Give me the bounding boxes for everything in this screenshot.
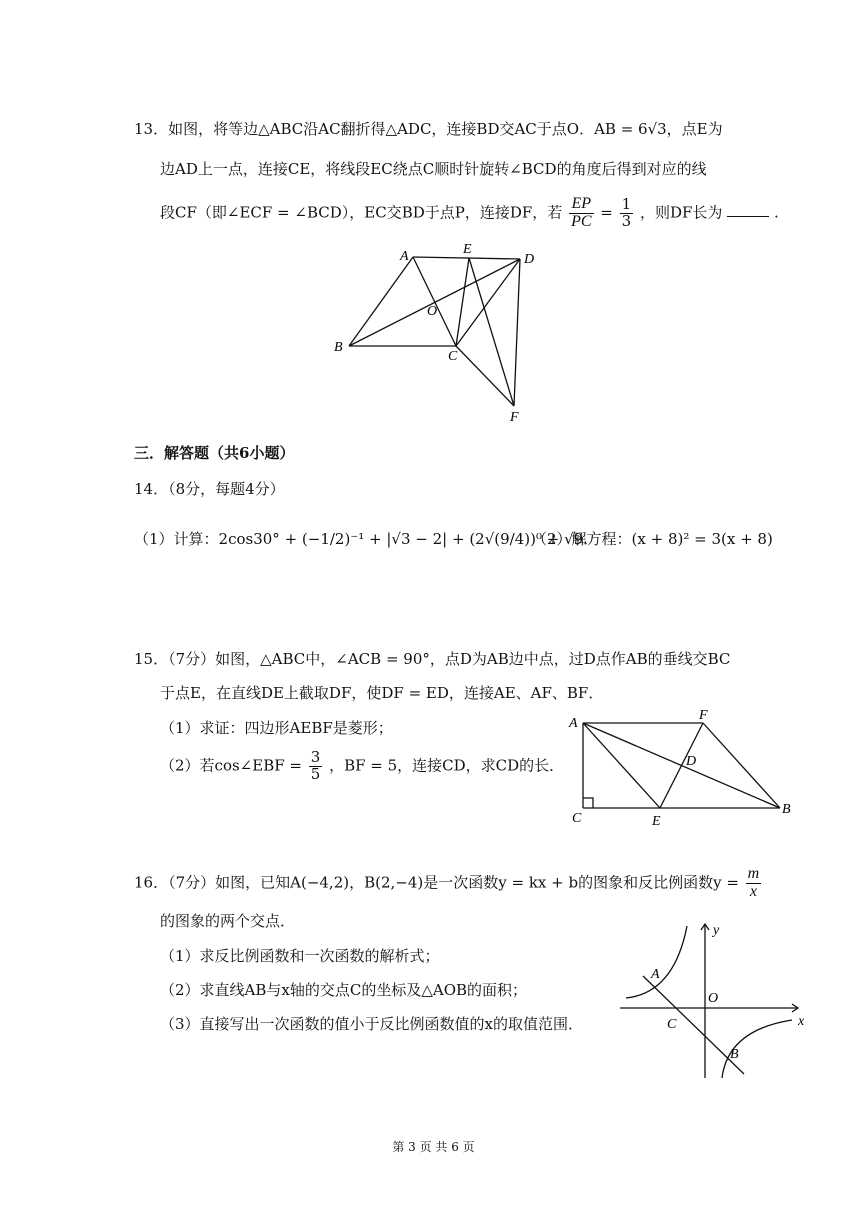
q13-label-D: D (524, 252, 535, 267)
q13-label-E: E (463, 242, 472, 257)
q15-label-A: A (569, 716, 578, 731)
q13-label-B: B (334, 340, 343, 355)
q13-seg-AB (349, 257, 413, 346)
q15-label-D: D (686, 754, 697, 769)
q13-seg-BD (349, 259, 520, 346)
q13-seg-CE (456, 258, 469, 346)
q15-right-angle-mark (583, 798, 593, 808)
q16-hyperbola-branch-1 (626, 926, 687, 998)
q15-seg-FB (703, 723, 780, 808)
q16-line1 (134, 866, 763, 901)
q16-label-O: O (708, 991, 719, 1006)
q13-period: . (773, 203, 779, 222)
q13-line3-tail: ，则DF长为 (639, 203, 723, 222)
q13-seg-CD (456, 259, 520, 346)
q15-part2-text: （2）若cos∠EBF = (160, 756, 302, 775)
q15-figure (565, 705, 800, 830)
q16-label-y: y (713, 923, 720, 938)
q15-line1: 15．（7分）如图，△ABC中，∠ACB = 90°，点D为AB边中点，过D点作AB的垂线交BC (134, 650, 731, 668)
section-title: 三．解答题（共6小题） (134, 444, 295, 462)
q13-seg-DF (514, 259, 520, 406)
q15-line2: 于点E，在直线DE上截取DF，使DF = ED，连接AE、AF、BF． (160, 684, 604, 702)
q16-inverse-fraction: $\frac{m}{x}$ (747, 865, 760, 900)
q15-label-C: C (572, 811, 582, 826)
q15-cos-fraction: $\frac{3}{5}$ (310, 748, 321, 783)
q16-part2: （2）求直线AB与x轴的交点C的坐标及△AOB的面积； (160, 981, 528, 999)
q15-label-B: B (782, 802, 791, 817)
q14-head: 14．（8分，每题4分） (134, 480, 285, 498)
q13-line2: 边AD上一点，连接CE，将线段EC绕点C顺时针旋转∠BCD的角度后得到对应的线 (160, 160, 707, 178)
q14-part2: （2）解方程：(x + 8)² = 3(x + 8) (532, 530, 773, 548)
q13-seg-AD (413, 257, 520, 259)
q15-part1: （1）求证：四边形AEBF是菱形； (160, 719, 393, 737)
q13-figure (320, 236, 550, 431)
q14-part1: （1）计算：2cos30° + (−1/2)⁻¹ + |√3 − 2| + (2√(9/4))⁰ + √9． (134, 530, 599, 548)
q16-line1-text: 16．（7分）如图，已知A(−4,2)，B(2,−4)是一次函数y = kx + b的图象和反比例函数y = (134, 873, 739, 892)
page-footer: 第 3 页 共 6 页 (392, 1140, 475, 1154)
q16-part3: （3）直接写出一次函数的值小于反比例函数值的x的取值范围． (160, 1015, 584, 1033)
q13-label-A: A (400, 249, 409, 264)
q13-line1: 13．如图，将等边△ABC沿AC翻折得△ADC，连接BD交AC于点O．AB = 6√3，点E为 (134, 120, 723, 138)
q13-label-F: F (510, 410, 519, 425)
q15-part2-tail: ，BF = 5，连接CD，求CD的长． (329, 756, 565, 775)
q15-seg-FE (660, 723, 703, 808)
q15-label-F: F (699, 708, 708, 723)
q16-line-AB (643, 976, 744, 1074)
q16-label-C: C (667, 1017, 677, 1032)
q16-part1: （1）求反比例函数和一次函数的解析式； (160, 947, 440, 965)
q15-part2 (160, 750, 564, 783)
q13-seg-EF (469, 258, 514, 406)
q13-label-C: C (448, 349, 458, 364)
q13-equals: = (600, 203, 613, 222)
q13-ratio-value: $\frac{1}{3}$ (621, 195, 632, 230)
q13-label-O: O (427, 304, 438, 319)
q16-label-A: A (651, 967, 660, 982)
q15-label-E: E (652, 814, 661, 829)
q13-line3-text: 段CF（即∠ECF = ∠BCD），EC交BD于点P，连接DF，若 (160, 203, 563, 222)
q16-figure (612, 918, 812, 1083)
q16-label-B: B (730, 1047, 739, 1062)
q16-label-x: x (798, 1014, 805, 1029)
q13-answer-blank[interactable] (727, 202, 769, 217)
q15-seg-AE (583, 723, 660, 808)
q13-line3 (160, 196, 779, 231)
q13-ratio-fraction: $\frac{EP}{PC}$ (571, 195, 592, 230)
q16-line2: 的图象的两个交点． (160, 912, 296, 930)
q13-seg-AC (413, 257, 456, 346)
